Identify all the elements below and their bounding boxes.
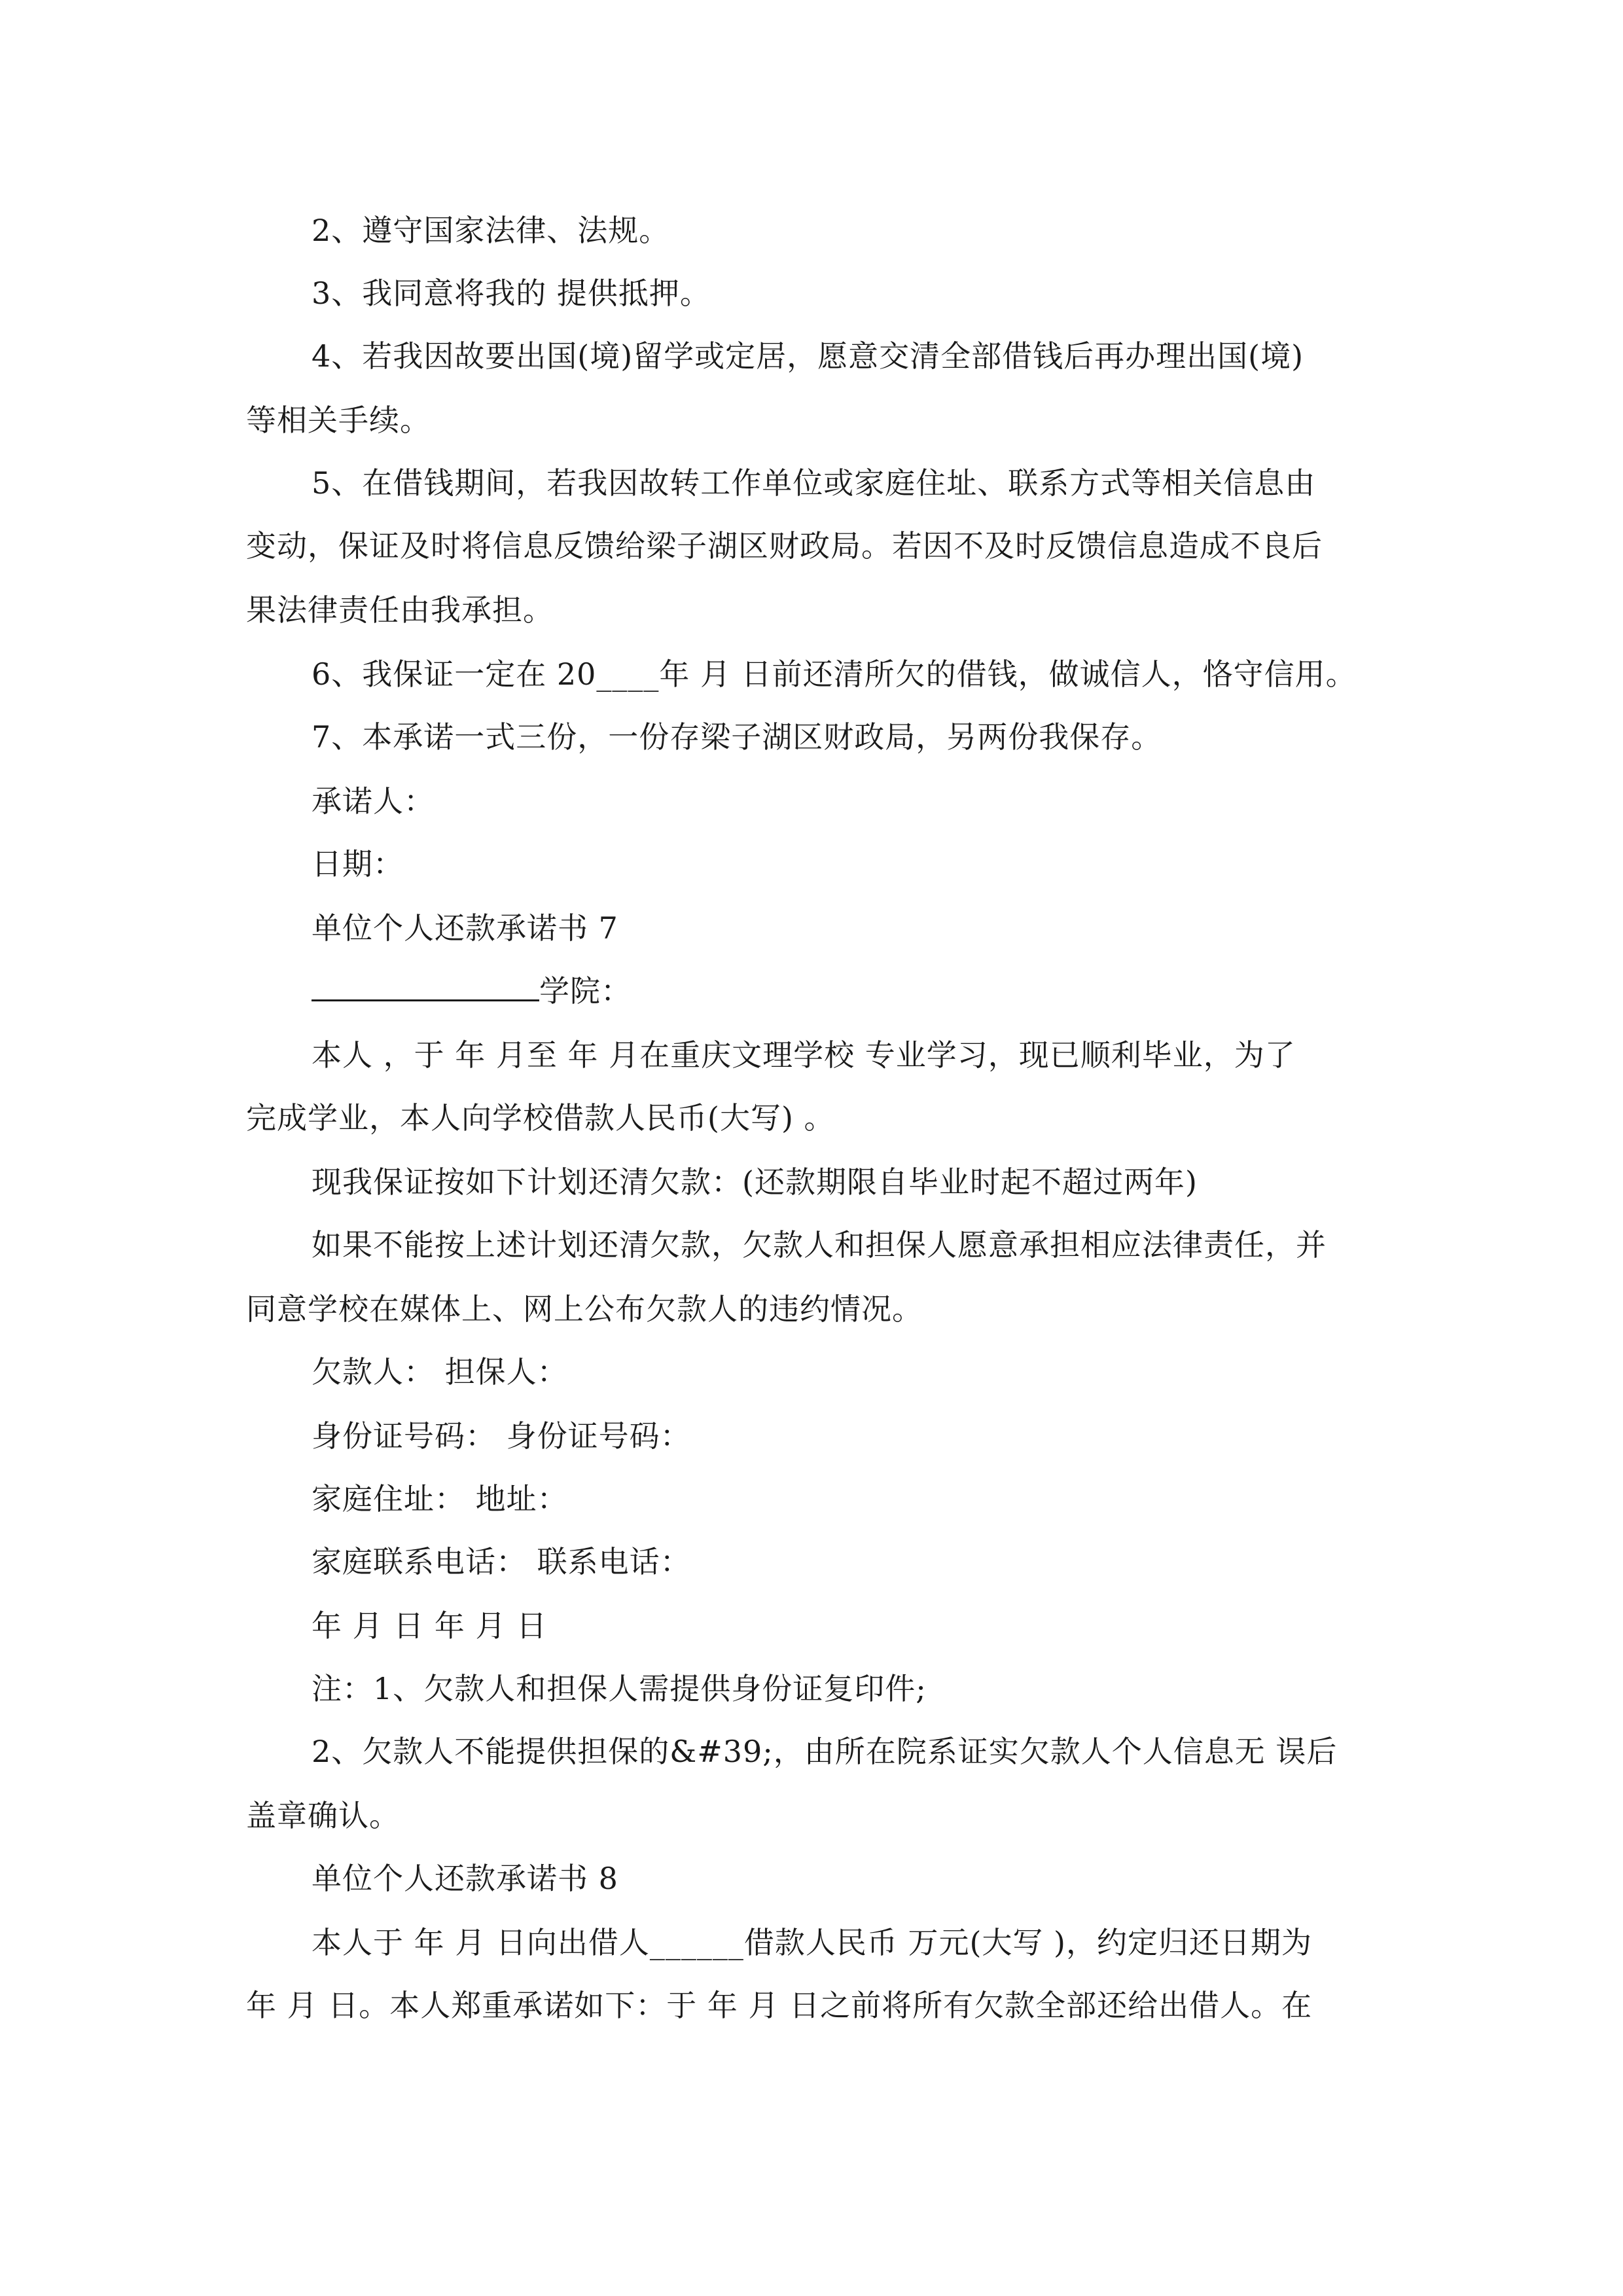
clause-5-line-2: 变动，保证及时将信息反馈给梁子湖区财政局。若因不及时反馈信息造成不良后	[246, 528, 1323, 564]
statement-line-2: 完成学业，本人向学校借款人民币(大写) 。	[246, 1100, 835, 1136]
clause-3: 3、我同意将我的 提供抵押。	[312, 276, 711, 311]
clause-5-line-1: 5、在借钱期间，若我因故转工作单位或家庭住址、联系方式等相关信息由	[312, 465, 1316, 501]
liability-line-1: 如果不能按上述计划还清欠款，欠款人和担保人愿意承担相应法律责任，并	[312, 1227, 1327, 1263]
section-title-7: 单位个人还款承诺书 7	[312, 910, 618, 946]
phone-label: 家庭联系电话： 联系电话：	[312, 1544, 691, 1579]
clause-7: 7、本承诺一式三份，一份存梁子湖区财政局，另两份我保存。	[312, 719, 1162, 755]
date-label: 日期：	[312, 846, 404, 882]
clause-4-line-2: 等相关手续。	[246, 403, 431, 438]
college-line	[312, 971, 632, 1011]
section-title-8: 单位个人还款承诺书 8	[312, 1861, 618, 1896]
id-number-label: 身份证号码： 身份证号码：	[312, 1418, 691, 1454]
note-2-line-2: 盖章确认。	[246, 1798, 400, 1833]
address-label: 家庭住址： 地址：	[312, 1481, 568, 1516]
clause-5-line-3: 果法律责任由我承担。	[246, 592, 554, 628]
clause-6: 6、我保证一定在 20____年 月 日前还清所欠的借钱，做诚信人，恪守信用。	[312, 656, 1357, 692]
loan-statement-line-2: 年 月 日。本人郑重承诺如下：于 年 月 日之前将所有欠款全部还给出借人。在	[246, 1988, 1313, 2023]
note-1: 注：1、欠款人和担保人需提供身份证复印件;	[312, 1671, 927, 1706]
liability-line-2: 同意学校在媒体上、网上公布欠款人的违约情况。	[246, 1291, 923, 1327]
college-label: 学院：	[539, 973, 632, 1009]
loan-statement-line-1: 本人于 年 月 日向出借人______借款人民币 万元(大写 )，约定归还日期为	[312, 1925, 1313, 1960]
clause-4-line-1: 4、若我因故要出国(境)留学或定居，愿意交清全部借钱后再办理出国(境)	[312, 338, 1304, 374]
note-2-line-1: 2、欠款人不能提供担保的&#39;，由所在院系证实欠款人个人信息无 误后	[312, 1734, 1338, 1769]
debtor-guarantor-label: 欠款人： 担保人：	[312, 1354, 568, 1390]
clause-2: 2、遵守国家法律、法规。	[312, 213, 670, 248]
college-blank	[312, 973, 539, 1001]
repayment-plan: 现我保证按如下计划还清欠款：(还款期限自毕业时起不超过两年)	[312, 1164, 1198, 1200]
signature-date-line: 年 月 日 年 月 日	[312, 1608, 548, 1643]
promisor-label: 承诺人：	[312, 783, 435, 819]
statement-line-1: 本人 ，于 年 月至 年 月在重庆文理学校 专业学习，现已顺利毕业，为了	[312, 1037, 1296, 1073]
